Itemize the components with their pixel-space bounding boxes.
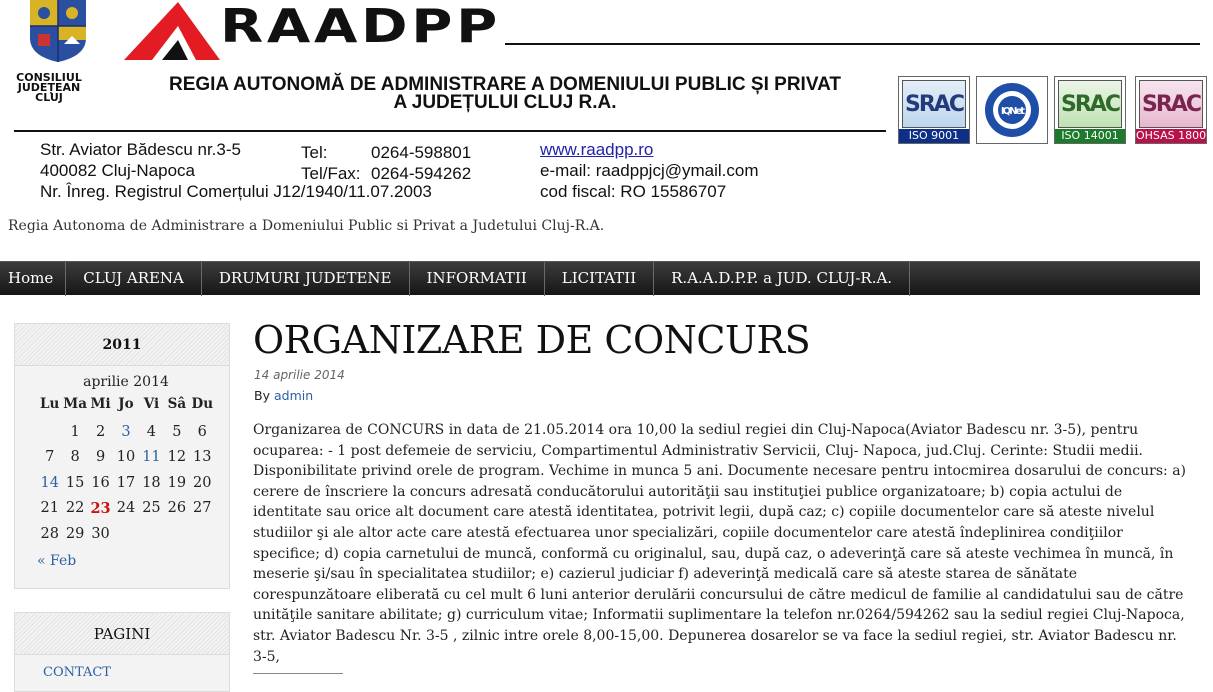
council-line: JUDEȚEAN xyxy=(17,81,81,94)
calendar-day: 19 xyxy=(167,474,187,491)
calendar-caption: aprilie 2014 xyxy=(83,374,169,390)
post-date: 14 aprilie 2014 xyxy=(254,368,345,382)
calendar-day: 18 xyxy=(142,474,161,491)
cert-label: ISO 14001 xyxy=(1055,129,1125,143)
calendar-day: 10 xyxy=(116,449,136,466)
calendar-day[interactable]: 11 xyxy=(142,449,161,466)
calendar-day: 23 xyxy=(90,500,111,518)
calendar-day: 26 xyxy=(167,500,187,517)
nav-cluj-arena[interactable]: CLUJ ARENA xyxy=(66,262,202,296)
calendar-weekday: Ma xyxy=(63,396,87,412)
calendar-day: 30 xyxy=(91,525,110,542)
calendar-day: 17 xyxy=(116,474,136,491)
logo-rule xyxy=(505,43,1200,45)
ohsas-cert-badge xyxy=(1135,76,1213,144)
tel-value: 0264-598801 xyxy=(371,143,472,162)
registry-number: Nr. Înreg. Registrul Comerțului J12/1940/11.07.2003 xyxy=(40,182,432,201)
calendar-day: 13 xyxy=(193,449,212,466)
post-body: Organizarea de CONCURS in data de 21.05.2014 ora 10,00 la sediul regiei din Cluj-Napoca(Aviator Badescu nr. 3-5), pentru ocuparea: - 1 post defemeie de serviciu, Compartimentul Administrativ Servicii, Cluj- Napoca, jud.Cluj. Cerinte: Studii medii. Disponibilitate privind orele de program. Vechime in munca 5 ani. Documente necesare pentru intocmirea dosarului de concurs: a) cerere de înscriere la concurs adresată conducătorului autorităţii sau instituţiei publice organizatoare; b) copia actului de identitate sau orice alt document care atestă identitatea, potrivit legii, după caz; c) copiile documentelor care să ateste nivelul studiilor şi ale altor acte care atestă efectuarea unor specializări, copiile documentelor care atestă îndeplinirea condiţiilor specifice; d) copia carnetului de muncă, conformă cu originalul, sau, după caz, o adeverinţă care să ateste vechimea în muncă, în meserie şi/sau în specialitatea studiilor; e) cazierul judiciar f) adeverinţă medicală care să ateste starea de sănătate corespunzătoare eliberată cu cel mult 6 luni anterior derulării concursului de către medicul de familie al candidatului sau de către unităţile sanitare abilitate; g) curriculum vitae; Informatii suplimentare la telefon nr.0264/594262 sau la sediul regiei Cluj-Napoca, str. Aviator Badescu Nr. 3-5 , zilnic intre orele 8,00-15,00. Depunerea dosarelor se va face la sediul regiei, str. Aviator Badescu nr. 3-5, xyxy=(253,422,1187,665)
calendar-day: 12 xyxy=(167,449,187,466)
srac-mark: SRAC xyxy=(1139,80,1203,128)
regia-title xyxy=(130,76,880,112)
srac-mark: SRAC xyxy=(1058,80,1122,128)
calendar-day: 5 xyxy=(172,424,182,440)
pages-widget-title: PAGINI xyxy=(15,613,229,655)
calendar-day: 7 xyxy=(45,449,55,466)
calendar-day: 16 xyxy=(91,474,110,491)
pages-link-contact[interactable]: CONTACT xyxy=(43,665,111,680)
calendar-widget xyxy=(14,323,230,589)
calendar-day: 21 xyxy=(40,500,59,517)
website-link[interactable]: www.raadpp.ro xyxy=(540,140,654,159)
calendar-weekday: Lu xyxy=(40,396,60,412)
iso14001-cert-badge xyxy=(1054,76,1126,144)
nav-drumuri-judetene[interactable]: DRUMURI JUDETENE xyxy=(202,262,410,296)
address-line: 400082 Cluj-Napoca xyxy=(40,161,195,180)
calendar-day[interactable]: 14 xyxy=(40,474,59,491)
calendar-prev-link[interactable]: « Feb xyxy=(37,553,77,569)
pages-widget xyxy=(14,612,230,692)
calendar-day: 20 xyxy=(193,474,212,491)
main-nav xyxy=(0,261,1200,295)
post-byline xyxy=(254,388,313,403)
post-title: ORGANIZARE DE CONCURS xyxy=(253,318,811,362)
iso9001-cert-badge xyxy=(898,76,970,144)
fiscal-code: cod fiscal: RO 15586707 xyxy=(540,182,727,201)
regia-title-line: A JUDEȚULUI CLUJ R.A. xyxy=(393,92,617,113)
calendar-day: 25 xyxy=(142,500,161,517)
by-label: By xyxy=(254,388,270,403)
calendar-day: 1 xyxy=(70,424,80,440)
email-text: e-mail: raadppjcj@ymail.com xyxy=(540,161,759,180)
iqnet-cert-badge xyxy=(976,76,1048,144)
calendar-day: 2 xyxy=(95,424,106,440)
council-label xyxy=(14,73,84,103)
nav-licitatii[interactable]: LICITATII xyxy=(545,262,654,296)
header-rule xyxy=(14,130,886,132)
cert-label: ISO 9001 xyxy=(899,129,969,143)
calendar-day: 27 xyxy=(193,500,212,517)
contact-phone xyxy=(301,142,472,184)
cert-label: OHSAS 18001 xyxy=(1136,129,1213,142)
raadpp-logo-icon xyxy=(122,0,222,62)
iqnet-globe-icon xyxy=(983,81,1041,139)
council-line: CLUJ xyxy=(35,91,63,104)
calendar-day: 6 xyxy=(197,424,207,440)
calendar-weekday: Jo xyxy=(118,396,134,412)
calendar-weekdays xyxy=(37,396,215,420)
county-crest-icon xyxy=(26,0,90,62)
tel-label: Tel: xyxy=(301,143,328,162)
contact-address xyxy=(40,139,241,181)
calendar xyxy=(37,374,215,547)
calendar-weekday: Sâ xyxy=(167,396,187,412)
logo-wordmark: RAADPP xyxy=(220,0,501,53)
calendar-weekday: Du xyxy=(191,396,214,412)
nav-home[interactable]: Home xyxy=(0,262,66,296)
site-tagline: Regia Autonoma de Administrare a Domeniului Public si Privat a Judetului Cluj-R.A. xyxy=(8,218,605,234)
fax-label: Tel/Fax: xyxy=(301,164,361,183)
nav-informatii[interactable]: INFORMATII xyxy=(410,262,545,296)
contact-web xyxy=(540,139,759,202)
calendar-day: 9 xyxy=(95,449,106,466)
calendar-weekday: Mi xyxy=(90,396,111,412)
srac-mark: SRAC xyxy=(902,80,966,128)
calendar-day: 15 xyxy=(65,474,85,491)
calendar-day: 22 xyxy=(65,500,85,517)
calendar-widget-title: 2011 xyxy=(15,324,229,366)
iqnet-mark: IQNet xyxy=(1000,106,1024,117)
calendar-day: 24 xyxy=(116,500,136,517)
regia-title-line: REGIA AUTONOMĂ DE ADMINISTRARE A DOMENIULUI PUBLIC ȘI PRIVAT xyxy=(168,74,842,95)
calendar-days xyxy=(37,420,215,547)
calendar-weekday: Vi xyxy=(143,396,160,412)
calendar-day: 29 xyxy=(65,525,85,542)
council-line: CONSILIUL xyxy=(16,71,82,84)
calendar-day: 4 xyxy=(146,424,157,440)
calendar-day: 8 xyxy=(70,449,80,466)
calendar-day: 28 xyxy=(40,525,59,542)
calendar-day[interactable]: 3 xyxy=(121,424,131,440)
author-link[interactable]: admin xyxy=(273,388,314,403)
post-divider xyxy=(253,673,343,674)
calendar-blank xyxy=(37,420,62,445)
fax-value: 0264-594262 xyxy=(371,164,472,183)
nav-raadpp[interactable]: R.A.A.D.P.P. a JUD. CLUJ-R.A. xyxy=(654,262,910,296)
address-line: Str. Aviator Bădescu nr.3-5 xyxy=(40,140,241,159)
